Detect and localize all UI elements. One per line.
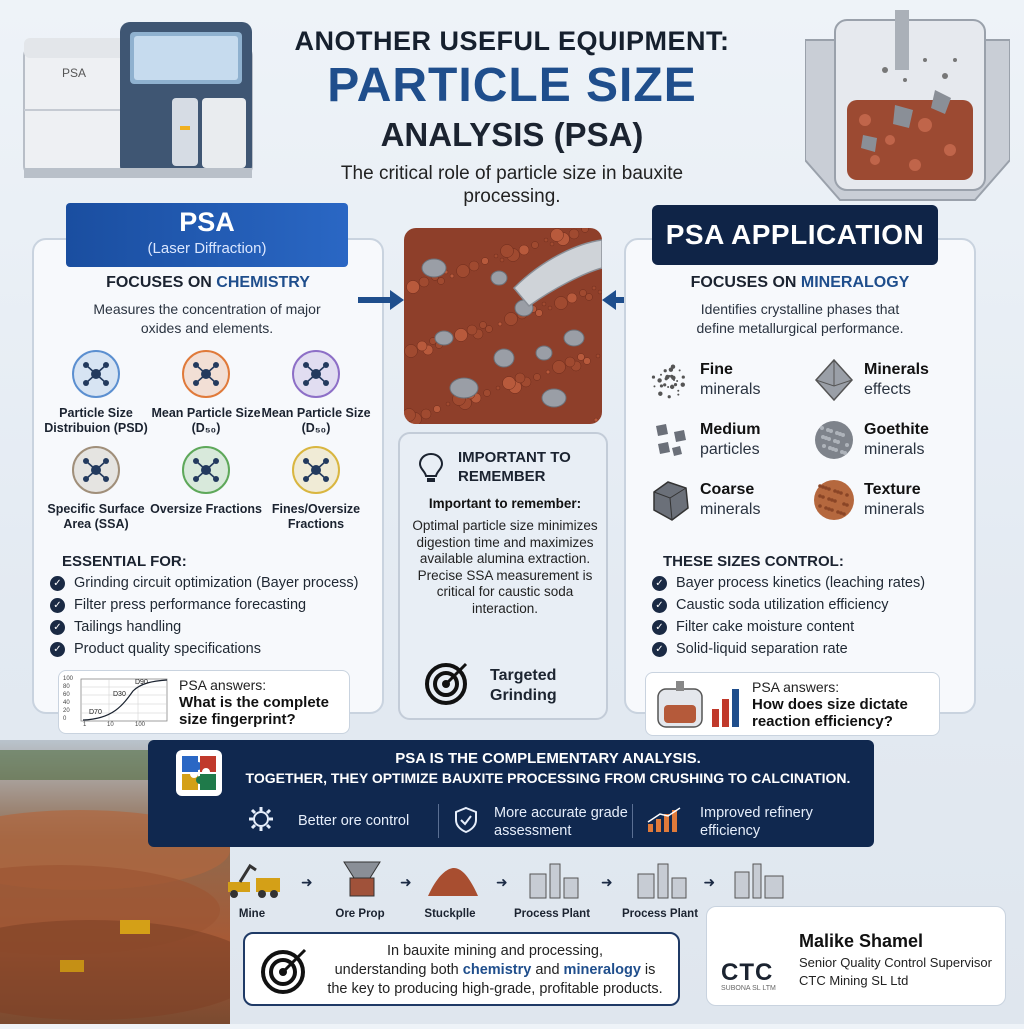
parameter-label: Mean Particle Size (D₅₀) bbox=[261, 406, 371, 435]
octahedron-icon bbox=[812, 358, 856, 402]
list-item bbox=[50, 616, 380, 638]
answer-text-left: What is the complete size fingerprint? bbox=[179, 694, 330, 728]
essential-heading: ESSENTIAL FOR: bbox=[62, 553, 187, 570]
answer-text-right: How does size dictate reaction efficiency? bbox=[752, 696, 908, 730]
remember-body: Optimal particle size minimizes digestion time and maximizes available alumina extraction. Precise SSA measurement is critical for caustic soda interaction. bbox=[412, 518, 598, 616]
page-subtitle: The critical role of particle size in bauxite processing. bbox=[340, 163, 684, 207]
fine-dots-icon bbox=[648, 358, 692, 402]
author-card bbox=[706, 906, 1006, 1006]
parameter-label: Fines/Oversize Fractions bbox=[271, 502, 361, 531]
list-item bbox=[652, 572, 972, 594]
list-item-text: Solid-liquid separation rate bbox=[676, 641, 848, 657]
check-icon: ✓ bbox=[652, 642, 667, 657]
flow-step-label: Process Plant bbox=[621, 908, 699, 920]
control-list bbox=[652, 572, 972, 660]
author-company: CTC Mining SL Ltd bbox=[799, 973, 909, 988]
essential-list bbox=[50, 572, 380, 660]
refinery-icon bbox=[731, 858, 787, 900]
mineral-label: Coarse minerals bbox=[700, 481, 761, 518]
flow-step-label: Ore Prop bbox=[335, 908, 385, 920]
parameter-label: Mean Particle Size (D₅₀) bbox=[151, 406, 261, 435]
psa-tab bbox=[66, 203, 348, 267]
list-item bbox=[652, 616, 972, 638]
page-title: PARTICLE SIZE bbox=[327, 59, 697, 112]
mineralogy-description: Identifies crystalline phases that define metallurgical performance. bbox=[696, 301, 904, 336]
company-logo-sub: SUBONA SL LTM bbox=[721, 985, 776, 992]
flow-step-label: Mine bbox=[238, 908, 266, 920]
mini-chart-ytick: 0 bbox=[63, 716, 67, 722]
target-icon bbox=[424, 660, 470, 706]
banner-item-grade: More accurate grade assessment bbox=[494, 805, 628, 839]
molecule-icon bbox=[182, 446, 230, 494]
flow-arrow-icon: ➜ bbox=[601, 874, 613, 890]
mini-chart-label: D90 bbox=[135, 679, 148, 686]
mineral-label: Medium particles bbox=[700, 421, 761, 458]
flow-step-label: Stuckplle bbox=[424, 908, 476, 920]
focus-prefix: FOCUSES ON bbox=[690, 274, 801, 291]
banner-item-ore-control: Better ore control bbox=[298, 813, 410, 829]
list-item-text: Bayer process kinetics (leaching rates) bbox=[676, 575, 926, 591]
process-plant-icon bbox=[526, 858, 582, 900]
size-distribution-mini-chart bbox=[63, 675, 171, 731]
mini-chart-ytick: 100 bbox=[63, 676, 74, 682]
excavator-truck-icon bbox=[226, 858, 282, 900]
cluster-icon bbox=[648, 418, 692, 462]
remember-title: IMPORTANT TO REMEMBER bbox=[458, 449, 571, 485]
molecule-icon bbox=[72, 446, 120, 494]
list-item-text: Filter press performance forecasting bbox=[74, 597, 307, 613]
list-item-text: Grinding circuit optimization (Bayer process) bbox=[74, 575, 359, 591]
check-icon: ✓ bbox=[50, 642, 65, 657]
coarse-rock-icon bbox=[648, 478, 692, 522]
mini-chart-ytick: 60 bbox=[63, 692, 70, 698]
molecule-icon bbox=[292, 350, 340, 398]
key-message-line2: understanding both chemistry and mineralogy is bbox=[334, 962, 656, 978]
author-name: Malike Shamel bbox=[799, 931, 924, 951]
flow-arrow-icon: ➜ bbox=[703, 874, 716, 890]
banner-line1: PSA IS THE COMPLEMENTARY ANALYSIS. bbox=[395, 750, 701, 767]
mini-chart-xtick: 10 bbox=[107, 722, 114, 728]
psa-tab-title: PSA bbox=[179, 207, 235, 237]
key-message-box bbox=[243, 932, 680, 1006]
check-icon: ✓ bbox=[652, 598, 667, 613]
molecule-icon bbox=[72, 350, 120, 398]
parameter-label: Specific Surface Area (SSA) bbox=[47, 502, 145, 531]
reactor-chart-icon bbox=[654, 679, 746, 731]
mineral-label: Minerals effects bbox=[864, 361, 929, 398]
bauxite-sample-image bbox=[404, 228, 602, 424]
banner-item-refinery: Improved refinery efficiency bbox=[700, 805, 813, 839]
crusher-icon bbox=[334, 858, 390, 900]
list-item bbox=[50, 638, 380, 660]
growth-chart-icon bbox=[646, 806, 682, 834]
answer-question-left: PSA answers: bbox=[179, 677, 267, 693]
arrow-right-icon bbox=[358, 288, 406, 312]
list-item-text: Filter cake moisture content bbox=[676, 619, 855, 635]
targeted-grinding-label: Targeted Grinding bbox=[490, 667, 557, 704]
mini-chart-ytick: 20 bbox=[63, 708, 70, 714]
focus-accent: MINERALOGY bbox=[800, 274, 910, 291]
key-message-text bbox=[315, 942, 675, 999]
author-role: Senior Quality Control Supervisor bbox=[799, 955, 992, 970]
chemistry-description: Measures the concentration of major oxides and elements. bbox=[93, 301, 321, 336]
psa-tab-subtitle: (Laser Diffraction) bbox=[147, 240, 267, 257]
target-icon bbox=[259, 946, 309, 996]
psa-answer-box-right bbox=[645, 672, 940, 736]
mini-chart-label: D30 bbox=[113, 691, 126, 698]
complementary-analysis-banner bbox=[148, 740, 874, 847]
list-item bbox=[652, 594, 972, 616]
lightbulb-icon bbox=[418, 452, 444, 484]
list-item-text: Caustic soda utilization efficiency bbox=[676, 597, 889, 613]
banner-line2: TOGETHER, THEY OPTIMIZE BAUXITE PROCESSING FROM CRUSHING TO CALCINATION. bbox=[245, 770, 851, 786]
focus-accent: CHEMISTRY bbox=[216, 274, 310, 291]
list-item-text: Product quality specifications bbox=[74, 641, 261, 657]
mini-chart-xtick: 100 bbox=[135, 722, 146, 728]
answer-question-right: PSA answers: bbox=[752, 679, 840, 695]
puzzle-icon bbox=[174, 748, 224, 798]
list-item-text: Tailings handling bbox=[74, 619, 182, 635]
flow-step-label: Process Plant bbox=[513, 908, 591, 920]
flow-arrow-icon: ➜ bbox=[496, 874, 508, 890]
control-heading: THESE SIZES CONTROL: bbox=[663, 553, 844, 570]
mini-chart-label: D70 bbox=[89, 709, 102, 716]
psa-answer-box-left bbox=[58, 670, 350, 734]
check-icon: ✓ bbox=[652, 576, 667, 591]
flow-arrow-icon: ➜ bbox=[400, 874, 412, 890]
mini-chart-ytick: 80 bbox=[63, 684, 70, 690]
key-message-line3: the key to producing high-grade, profitable products. bbox=[327, 981, 663, 997]
mineral-label: Texture minerals bbox=[864, 481, 925, 518]
molecule-icon bbox=[292, 446, 340, 494]
banner-divider bbox=[438, 804, 439, 838]
shield-check-icon bbox=[454, 806, 478, 834]
check-icon: ✓ bbox=[50, 598, 65, 613]
check-icon: ✓ bbox=[652, 620, 667, 635]
mini-chart-ytick: 40 bbox=[63, 700, 70, 706]
mini-chart-xtick: 1 bbox=[83, 722, 87, 728]
company-logo: CTC bbox=[721, 959, 774, 986]
header-kicker: ANOTHER USEFUL EQUIPMENT: bbox=[294, 26, 730, 56]
key-message-line1: In bauxite mining and processing, bbox=[386, 943, 604, 959]
mineralogy-focus-heading bbox=[632, 274, 968, 292]
parameter-label: Oversize Fractions bbox=[150, 502, 262, 516]
goethite-icon bbox=[812, 418, 856, 462]
list-item bbox=[50, 594, 380, 616]
stockpile-icon bbox=[424, 858, 480, 900]
check-icon: ✓ bbox=[50, 620, 65, 635]
list-item bbox=[652, 638, 972, 660]
page-title-line2: ANALYSIS (PSA) bbox=[380, 116, 644, 153]
flow-arrow-icon: ➜ bbox=[301, 874, 313, 890]
psa-application-tab: PSA APPLICATION bbox=[652, 205, 938, 265]
list-item bbox=[50, 572, 380, 594]
chemistry-focus-heading bbox=[40, 274, 376, 292]
banner-divider bbox=[632, 804, 633, 838]
important-to-remember-card bbox=[398, 432, 608, 720]
texture-icon bbox=[812, 478, 856, 522]
check-icon: ✓ bbox=[50, 576, 65, 591]
mineral-label: Fine minerals bbox=[700, 361, 761, 398]
gear-icon bbox=[248, 806, 274, 832]
parameter-label: Particle Size Distribuion (PSD) bbox=[44, 406, 148, 435]
molecule-icon bbox=[182, 350, 230, 398]
process-plant-icon bbox=[634, 858, 690, 900]
mineral-label: Goethite minerals bbox=[864, 421, 929, 458]
instrument-label: PSA bbox=[62, 66, 87, 80]
remember-subtitle: Important to remember: bbox=[428, 496, 582, 511]
focus-prefix: FOCUSES ON bbox=[106, 274, 217, 291]
